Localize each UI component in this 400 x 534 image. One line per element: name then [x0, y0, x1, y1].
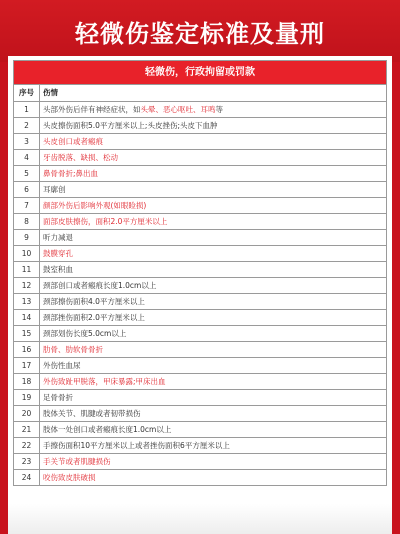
highlight-text: 牙齿脱落、缺损、松动 [43, 152, 118, 162]
row-number: 21 [14, 422, 40, 438]
highlight-text: 面部皮肤擦伤，面积2.0平方厘米以上 [43, 216, 168, 226]
row-injury [40, 326, 387, 342]
table-row [14, 246, 387, 262]
table-row [14, 262, 387, 278]
highlight-text: 咬伤致皮肤破损 [43, 472, 96, 482]
table-row [14, 406, 387, 422]
injury-text: 听力减退 [43, 232, 73, 242]
bottom-fade [8, 504, 392, 534]
table-header-row [14, 61, 387, 85]
row-number: 6 [14, 182, 40, 198]
row-number: 7 [14, 198, 40, 214]
document-sheet [8, 56, 392, 534]
table-row [14, 166, 387, 182]
row-number: 19 [14, 390, 40, 406]
table-row [14, 214, 387, 230]
row-injury [40, 406, 387, 422]
row-number: 20 [14, 406, 40, 422]
row-number: 16 [14, 342, 40, 358]
row-number: 9 [14, 230, 40, 246]
table-row [14, 134, 387, 150]
injury-text: 头皮擦伤面积5.0平方厘米以上;头皮挫伤;头皮下血肿 [43, 120, 218, 130]
row-number: 15 [14, 326, 40, 342]
row-injury [40, 438, 387, 454]
table-row [14, 358, 387, 374]
row-injury [40, 118, 387, 134]
row-number: 23 [14, 454, 40, 470]
table-row [14, 470, 387, 486]
table-row [14, 102, 387, 118]
table-row [14, 294, 387, 310]
row-number: 4 [14, 150, 40, 166]
table-row [14, 390, 387, 406]
highlight-text: 鼻骨骨折;鼻出血 [43, 168, 99, 178]
row-injury [40, 246, 387, 262]
injury-text: 头部外伤后伴有神经症状，如 [43, 104, 141, 114]
injury-text: 外伤性血尿 [43, 360, 81, 370]
row-number: 2 [14, 118, 40, 134]
title-band [0, 0, 400, 62]
row-injury [40, 310, 387, 326]
highlight-text: 头晕、恶心呕吐、耳鸣 [140, 104, 216, 114]
row-injury [40, 358, 387, 374]
injury-table [13, 60, 387, 486]
row-number: 3 [14, 134, 40, 150]
table-row [14, 230, 387, 246]
injury-text: 颈部创口或者瘢痕长度1.0cm以上 [43, 280, 157, 290]
injury-text: 鼓室积血 [43, 264, 73, 274]
table-row [14, 454, 387, 470]
table-row [14, 198, 387, 214]
table-row [14, 118, 387, 134]
highlight-text: 头皮创口或者瘢痕 [43, 136, 103, 146]
table-row [14, 310, 387, 326]
row-injury [40, 102, 387, 118]
table-row [14, 342, 387, 358]
injury-text: 颈部划伤长度5.0cm以上 [43, 328, 127, 338]
row-injury [40, 278, 387, 294]
injury-text: 肢体关节、肌腱或者韧带损伤 [43, 408, 141, 418]
table-header: 轻微伤，行政拘留或罚款 [14, 61, 387, 85]
row-number: 10 [14, 246, 40, 262]
row-injury [40, 214, 387, 230]
injury-text: 颈部挫伤面积2.0平方厘米以上 [43, 312, 145, 322]
row-injury [40, 262, 387, 278]
row-number: 11 [14, 262, 40, 278]
column-header-no: 序号 [14, 85, 40, 102]
table-row [14, 182, 387, 198]
row-injury [40, 134, 387, 150]
row-injury [40, 230, 387, 246]
table-row [14, 422, 387, 438]
row-injury [40, 182, 387, 198]
row-number: 14 [14, 310, 40, 326]
highlight-text: 手关节或者肌腱损伤 [43, 456, 111, 466]
row-number: 1 [14, 102, 40, 118]
highlight-text: 外伤致趾甲脱落，甲床暴露;甲床出血 [43, 376, 166, 386]
table-row [14, 150, 387, 166]
row-number: 18 [14, 374, 40, 390]
highlight-text: 肋骨、肋软骨骨折 [43, 344, 103, 354]
row-injury [40, 374, 387, 390]
row-injury [40, 294, 387, 310]
injury-text: 手擦伤面积10平方厘米以上或者挫伤面积6平方厘米以上 [43, 440, 230, 450]
row-injury [40, 454, 387, 470]
injury-text: 肢体一处创口或者瘢痕长度1.0cm以上 [43, 424, 172, 434]
row-injury [40, 390, 387, 406]
row-injury [40, 470, 387, 486]
injury-text: 足骨骨折 [43, 392, 73, 402]
row-injury [40, 198, 387, 214]
column-header-injury: 伤情 [40, 85, 387, 102]
row-number: 24 [14, 470, 40, 486]
row-injury [40, 422, 387, 438]
row-injury [40, 150, 387, 166]
row-number: 22 [14, 438, 40, 454]
row-injury [40, 166, 387, 182]
row-number: 13 [14, 294, 40, 310]
injury-text: 颈部擦伤面积4.0平方厘米以上 [43, 296, 145, 306]
table-row [14, 326, 387, 342]
injury-text: 耳廓创 [43, 184, 66, 194]
injury-text: 等 [215, 104, 223, 114]
row-injury [40, 342, 387, 358]
table-row [14, 278, 387, 294]
row-number: 12 [14, 278, 40, 294]
page-title: 轻微伤鉴定标准及量刑 [75, 19, 325, 48]
row-number: 5 [14, 166, 40, 182]
highlight-text: 颜部外伤后影响外观(如眼睑损) [43, 200, 147, 210]
column-header-row [14, 85, 387, 102]
table-row [14, 374, 387, 390]
table-row [14, 438, 387, 454]
row-number: 17 [14, 358, 40, 374]
highlight-text: 鼓膜穿孔 [43, 248, 73, 258]
row-number: 8 [14, 214, 40, 230]
